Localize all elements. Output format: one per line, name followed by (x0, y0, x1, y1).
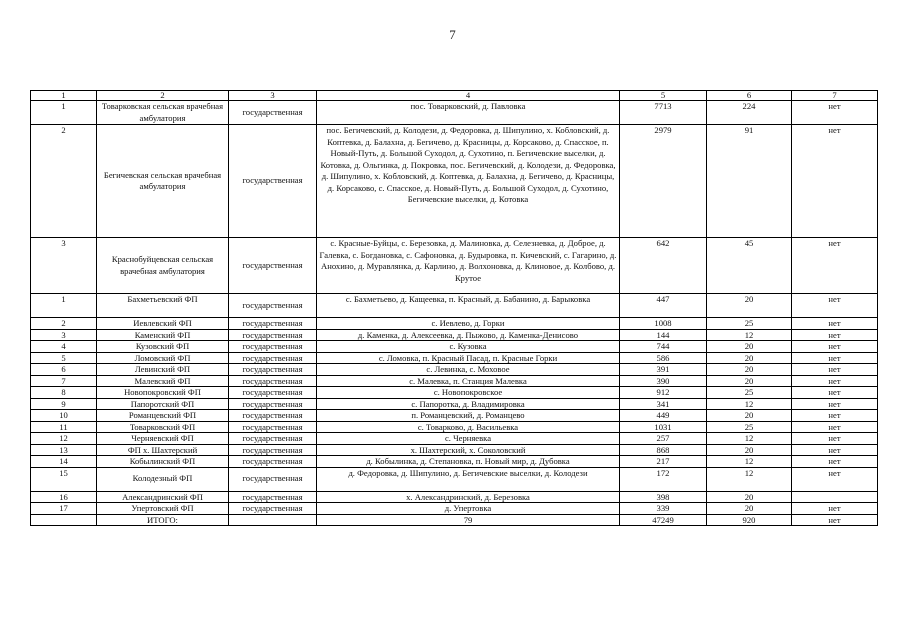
header-cell: 6 (707, 91, 792, 101)
children-count: 12 (707, 398, 792, 410)
served-settlements: с. Иевлево, д. Горки (317, 318, 620, 330)
facility-name: Романцевский ФП (97, 410, 229, 422)
table-row (31, 444, 878, 456)
population: 642 (620, 238, 707, 294)
facility-name: Товарковская сельская врачебная амбулатория (97, 101, 229, 125)
population: 172 (620, 467, 707, 491)
table-row (31, 364, 878, 376)
table-row (31, 387, 878, 399)
row-number: 5 (31, 352, 97, 364)
children-count: 20 (707, 364, 792, 376)
facility-name: Товарковский ФП (97, 421, 229, 433)
ownership-type: государственная (229, 433, 317, 445)
row-number: 7 (31, 375, 97, 387)
row-number: 11 (31, 421, 97, 433)
children-count: 12 (707, 433, 792, 445)
flag-value: нет (792, 364, 878, 376)
children-count: 12 (707, 456, 792, 468)
ownership-type: государственная (229, 329, 317, 341)
flag-value: нет (792, 467, 878, 491)
served-settlements: д. Федоровка, д. Шипулино, д. Бегичевские выселки, д. Колодези (317, 467, 620, 491)
children-count: 25 (707, 318, 792, 330)
flag-value: нет (792, 433, 878, 445)
facility-name: Бахметьевский ФП (97, 294, 229, 318)
table-row (31, 329, 878, 341)
facility-name: ФП х. Шахтерский (97, 444, 229, 456)
header-cell: 4 (317, 91, 620, 101)
table-row (31, 410, 878, 422)
ownership-type: государственная (229, 238, 317, 294)
children-count: 25 (707, 421, 792, 433)
page-number: 7 (449, 27, 456, 42)
population: 217 (620, 456, 707, 468)
total-empty-cell (31, 514, 97, 525)
population: 339 (620, 503, 707, 515)
facility-name: Кобылинский ФП (97, 456, 229, 468)
flag-value: нет (792, 421, 878, 433)
row-number: 3 (31, 329, 97, 341)
flag-value: нет (792, 329, 878, 341)
header-cell: 1 (31, 91, 97, 101)
served-settlements: д. Упертовка (317, 503, 620, 515)
header-cell: 5 (620, 91, 707, 101)
population: 449 (620, 410, 707, 422)
population: 7713 (620, 101, 707, 125)
population: 447 (620, 294, 707, 318)
facility-name: Черняевский ФП (97, 433, 229, 445)
row-number: 1 (31, 294, 97, 318)
served-settlements: с. Новопокровское (317, 387, 620, 399)
row-number: 6 (31, 364, 97, 376)
children-count: 20 (707, 503, 792, 515)
row-number: 17 (31, 503, 97, 515)
row-number: 16 (31, 491, 97, 503)
children-count: 20 (707, 352, 792, 364)
table-row (31, 503, 878, 515)
population: 586 (620, 352, 707, 364)
facility-name: Колодезный ФП (97, 467, 229, 491)
table-row (31, 238, 878, 294)
facility-name: Иевлевский ФП (97, 318, 229, 330)
table-row (31, 421, 878, 433)
ownership-type: государственная (229, 364, 317, 376)
ownership-type: государственная (229, 456, 317, 468)
population: 391 (620, 364, 707, 376)
population: 1008 (620, 318, 707, 330)
row-number: 13 (31, 444, 97, 456)
facility-name: Папоротский ФП (97, 398, 229, 410)
facility-name: Каменский ФП (97, 329, 229, 341)
served-settlements: с. Кузовка (317, 341, 620, 353)
population: 398 (620, 491, 707, 503)
row-number: 8 (31, 387, 97, 399)
facility-name: Упертовский ФП (97, 503, 229, 515)
population: 1031 (620, 421, 707, 433)
table-row (31, 491, 878, 503)
flag-value: нет (792, 398, 878, 410)
ownership-type: государственная (229, 318, 317, 330)
served-settlements: д. Каменка, д. Алексеевка, д. Пыжово, д. Каменка-Денисово (317, 329, 620, 341)
ownership-type: государственная (229, 503, 317, 515)
served-settlements: с. Папоротка, д. Владимировка (317, 398, 620, 410)
ownership-type: государственная (229, 444, 317, 456)
table-row (31, 456, 878, 468)
children-count: 45 (707, 238, 792, 294)
population: 144 (620, 329, 707, 341)
facility-name: Ломовский ФП (97, 352, 229, 364)
row-number: 12 (31, 433, 97, 445)
children-count: 20 (707, 491, 792, 503)
table-row (31, 433, 878, 445)
total-empty-cell (229, 514, 317, 525)
children-count: 20 (707, 375, 792, 387)
flag-value: нет (792, 352, 878, 364)
children-count: 25 (707, 387, 792, 399)
served-settlements: с. Красные-Буйцы, с. Березовка, д. Малиновка, д. Селезневка, д. Доброе, д. Галевка, с. Богдановка, с. Сафоновка, д. Будыровка, п. Кичевский, с. Гагарино, д. Анохино, д. Муравлянка, д. Карлино, д. Волхоновка, д. Клиновое, д. Колбово, д. Крутое (317, 238, 620, 294)
table-row (31, 101, 878, 125)
served-settlements: х. Александринский, д. Березовка (317, 491, 620, 503)
population: 912 (620, 387, 707, 399)
flag-value: нет (792, 125, 878, 238)
ownership-type: государственная (229, 491, 317, 503)
served-settlements: с. Малевка, п. Станция Малевка (317, 375, 620, 387)
served-settlements: с. Черняевка (317, 433, 620, 445)
total-flag: нет (792, 514, 878, 525)
served-settlements: пос. Товарковский, д. Павловка (317, 101, 620, 125)
served-settlements: с. Левинка, с. Моховое (317, 364, 620, 376)
table-row (31, 294, 878, 318)
ownership-type: государственная (229, 410, 317, 422)
total-settlements: 79 (317, 514, 620, 525)
table-header-row (31, 91, 878, 101)
row-number: 4 (31, 341, 97, 353)
children-count: 20 (707, 444, 792, 456)
table-row (31, 125, 878, 238)
population: 744 (620, 341, 707, 353)
facility-name: Кузовский ФП (97, 341, 229, 353)
facility-name: Бегичевская сельская врачебная амбулатория (97, 125, 229, 238)
ownership-type: государственная (229, 101, 317, 125)
ownership-type: государственная (229, 341, 317, 353)
flag-value: нет (792, 503, 878, 515)
ownership-type: государственная (229, 352, 317, 364)
population: 868 (620, 444, 707, 456)
served-settlements: д. Кобылинка, д. Степановка, п. Новый мир, д. Дубовка (317, 456, 620, 468)
served-settlements: х. Шахтерский, х. Соколовский (317, 444, 620, 456)
table-row (31, 375, 878, 387)
population: 257 (620, 433, 707, 445)
total-population: 47249 (620, 514, 707, 525)
flag-value: нет (792, 410, 878, 422)
children-count: 12 (707, 467, 792, 491)
row-number: 10 (31, 410, 97, 422)
flag-value: нет (792, 238, 878, 294)
served-settlements: п. Романцевский, д. Романцево (317, 410, 620, 422)
children-count: 91 (707, 125, 792, 238)
children-count: 20 (707, 294, 792, 318)
row-number: 2 (31, 125, 97, 238)
row-number: 14 (31, 456, 97, 468)
facility-name: Новопокровский ФП (97, 387, 229, 399)
children-count: 20 (707, 341, 792, 353)
ownership-type: государственная (229, 421, 317, 433)
served-settlements: с. Бахметьево, д. Кащеевка, п. Красный, д. Бабанино, д. Барыковка (317, 294, 620, 318)
total-children: 920 (707, 514, 792, 525)
row-number: 9 (31, 398, 97, 410)
served-settlements: с. Ломовка, п. Красный Пасад, п. Красные Горки (317, 352, 620, 364)
facilities-table (30, 90, 878, 526)
served-settlements: пос. Бегичевский, д. Колодези, д. Федоровка, д. Шипулино, х. Кобловский, д. Коптевка, д. Балахна, д. Бегичево, д. Красницы, д. Корсаково, д. Спасское, п. Новый-Путь, д. Большой Суходол, д. Сухотино, п. Бегичевские выселки, д. Котовка, д. Ольгинка, д. Покровка, пос. Бегичевский, д. Колодези, д. Федоровка, д. Шипулино, х. Кобловский, д. Коптевка, д. Балахна, д. Бегичево, д. Красницы, д. Корсаково, с. Спасское, д. Новый-Путь, д. Большой Суходол, д. Сухотино, Бегичевские выселки, д. Котовка (317, 125, 620, 238)
served-settlements: с. Товарково, д. Васильевка (317, 421, 620, 433)
table-row (31, 318, 878, 330)
flag-value: нет (792, 294, 878, 318)
ownership-type: государственная (229, 375, 317, 387)
facility-name: Малевский ФП (97, 375, 229, 387)
flag-value: нет (792, 341, 878, 353)
children-count: 20 (707, 410, 792, 422)
population: 2979 (620, 125, 707, 238)
flag-value: нет (792, 387, 878, 399)
flag-value: нет (792, 444, 878, 456)
ownership-type: государственная (229, 294, 317, 318)
flag-value: нет (792, 101, 878, 125)
flag-value: нет (792, 375, 878, 387)
population: 390 (620, 375, 707, 387)
ownership-type: государственная (229, 398, 317, 410)
row-number: 2 (31, 318, 97, 330)
flag-value (792, 491, 878, 503)
table-row (31, 398, 878, 410)
row-number: 3 (31, 238, 97, 294)
children-count: 224 (707, 101, 792, 125)
header-cell: 7 (792, 91, 878, 101)
row-number: 15 (31, 467, 97, 491)
population: 341 (620, 398, 707, 410)
ownership-type: государственная (229, 467, 317, 491)
ownership-type: государственная (229, 125, 317, 238)
total-label: ИТОГО: (97, 514, 229, 525)
table-row (31, 467, 878, 491)
ownership-type: государственная (229, 387, 317, 399)
flag-value: нет (792, 318, 878, 330)
table-row (31, 352, 878, 364)
header-cell: 3 (229, 91, 317, 101)
table-row (31, 341, 878, 353)
facility-name: Левинский ФП (97, 364, 229, 376)
facility-name: Александринский ФП (97, 491, 229, 503)
row-number: 1 (31, 101, 97, 125)
header-cell: 2 (97, 91, 229, 101)
children-count: 12 (707, 329, 792, 341)
flag-value: нет (792, 456, 878, 468)
facility-name: Краснобуйцевская сельская врачебная амбулатория (97, 238, 229, 294)
total-row (31, 514, 878, 525)
